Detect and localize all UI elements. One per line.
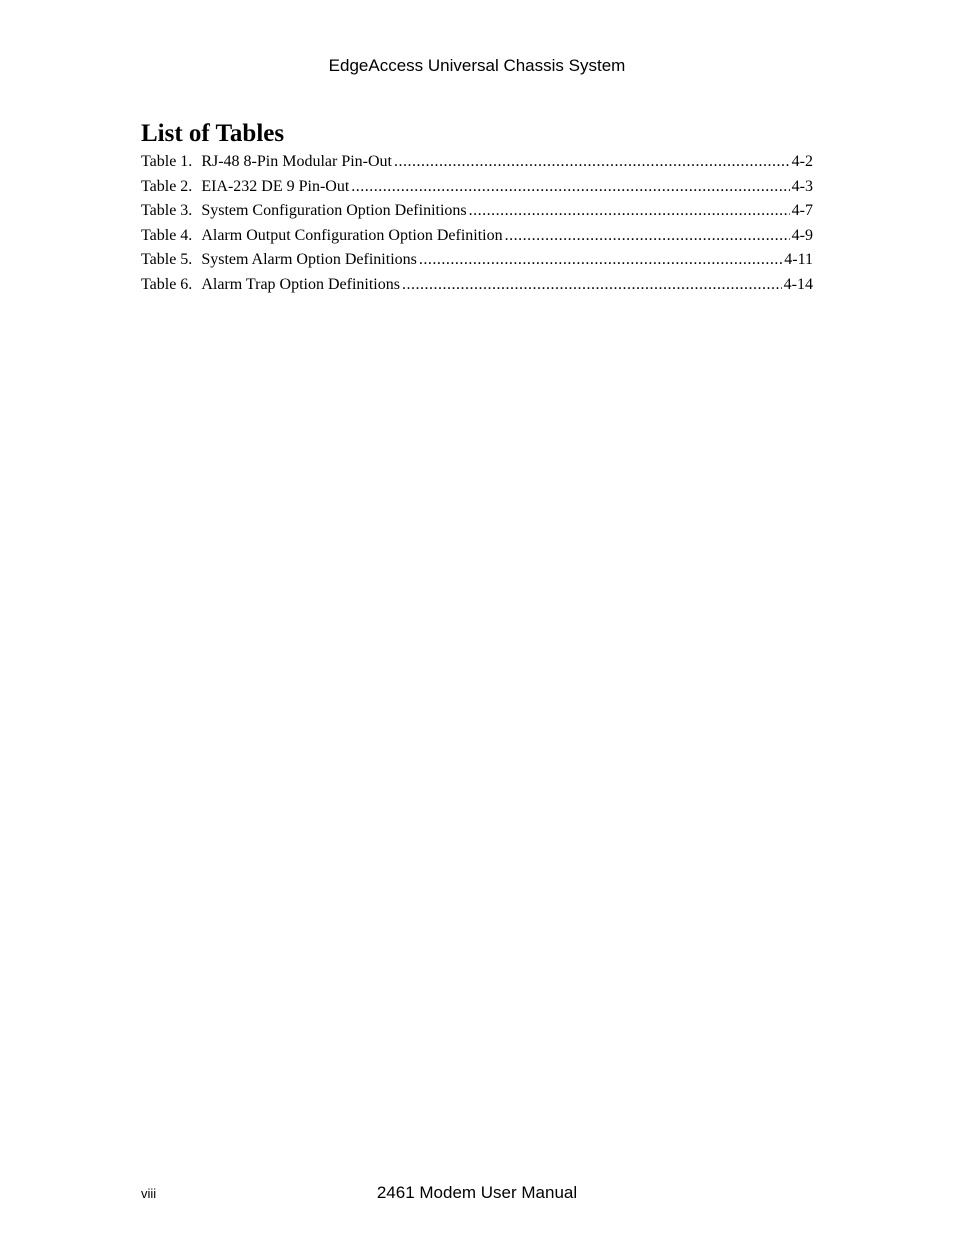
toc-entry-table-6[interactable] xyxy=(141,273,813,298)
dot-leader xyxy=(351,175,789,200)
dot-leader xyxy=(402,273,782,298)
toc-entry-page: 4-7 xyxy=(791,202,813,219)
toc-entry-number: Table 4. xyxy=(141,226,193,244)
toc-entry-number: Table 2. xyxy=(141,177,193,195)
toc-entry-table-4[interactable] xyxy=(141,224,813,249)
toc-entry-number: Table 6. xyxy=(141,275,193,293)
dot-leader xyxy=(394,150,790,175)
toc-entry-number: Table 1. xyxy=(141,153,193,170)
toc-entry-title: Alarm Trap Option Definitions xyxy=(201,275,400,293)
toc-entry-number: Table 5. xyxy=(141,251,193,268)
toc-entry-table-5[interactable] xyxy=(141,248,813,273)
toc-entry-title: System Configuration Option Definitions xyxy=(201,202,467,219)
toc-entry-title: RJ-48 8-Pin Modular Pin-Out xyxy=(201,153,392,170)
running-header: EdgeAccess Universal Chassis System xyxy=(328,56,626,75)
toc-entry-page: 4-3 xyxy=(791,177,813,195)
toc-entry-number: Table 3. xyxy=(141,202,193,219)
toc-entry-title: System Alarm Option Definitions xyxy=(201,251,417,268)
dot-leader xyxy=(469,199,790,224)
footer-doc-title: 2461 Modem User Manual xyxy=(376,1183,578,1202)
toc-entry-table-3[interactable] xyxy=(141,199,813,224)
list-of-tables xyxy=(141,150,813,297)
toc-entry-title: EIA-232 DE 9 Pin-Out xyxy=(201,177,350,195)
dot-leader xyxy=(419,248,782,273)
dot-leader xyxy=(505,224,790,249)
toc-entry-title: Alarm Output Configuration Option Definition xyxy=(201,226,503,244)
toc-entry-page: 4-14 xyxy=(783,275,813,293)
toc-entry-page: 4-2 xyxy=(791,153,813,170)
toc-entry-table-1[interactable] xyxy=(141,150,813,175)
toc-entry-table-2[interactable] xyxy=(141,175,813,200)
toc-entry-page: 4-9 xyxy=(791,226,813,244)
footer-page-number: viii xyxy=(141,1186,157,1201)
toc-entry-page: 4-11 xyxy=(784,251,813,268)
page-title: List of Tables xyxy=(141,120,285,147)
